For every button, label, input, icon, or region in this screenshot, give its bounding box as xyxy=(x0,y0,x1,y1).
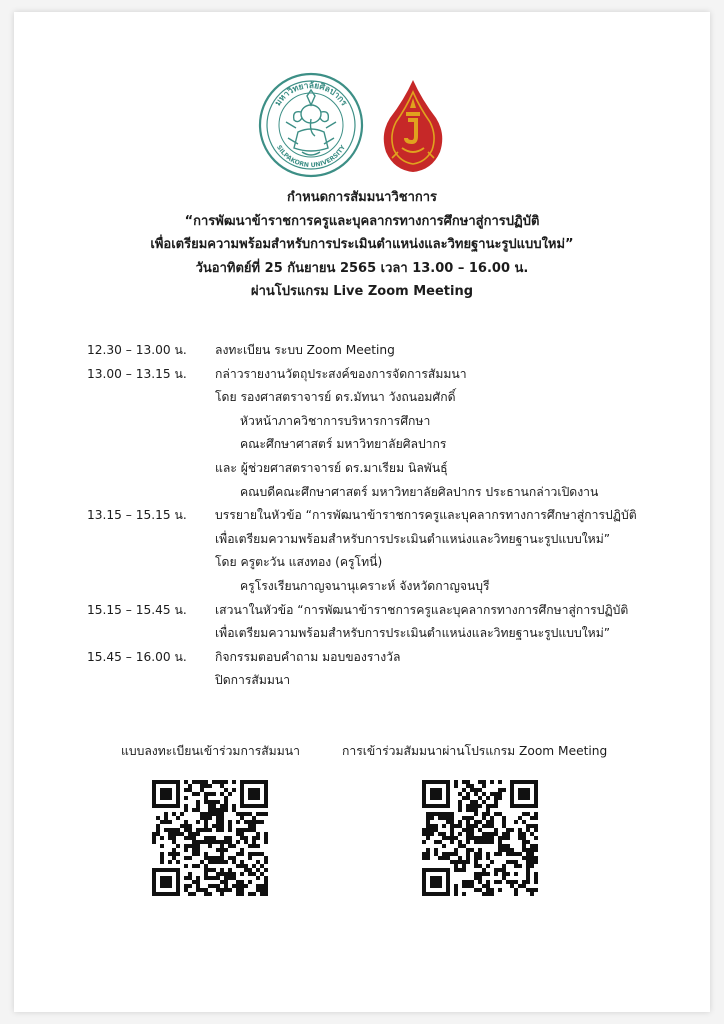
schedule-row xyxy=(0,504,724,528)
schedule-time: 15.45 – 16.00 น. xyxy=(87,649,187,664)
qr-label-registration: แบบลงทะเบียนเข้าร่วมการสัมมนา xyxy=(121,744,300,758)
schedule-description: หัวหน้าภาควิชาการบริหารการศึกษา xyxy=(240,413,431,428)
schedule-description: กล่าวรายงานวัตถุประสงค์ของการจัดการสัมมนา xyxy=(215,366,467,381)
schedule-row xyxy=(0,669,724,693)
schedule-description: โดย รองศาสตราจารย์ ดร.มัทนา วังถนอมศักดิ์ xyxy=(215,390,456,405)
schedule-description: ครูโรงเรียนกาญจนานุเคราะห์ จังหวัดกาญจนบุรี xyxy=(240,578,490,593)
zoom-qr-code[interactable] xyxy=(422,780,538,896)
schedule-row xyxy=(0,386,724,410)
schedule-row xyxy=(0,528,724,552)
header-topic-line-1: “การพัฒนาข้าราชการครูและบุคลากรทางการศึกษาสู่การปฏิบัติ xyxy=(184,213,540,229)
schedule-description: เพื่อเตรียมความพร้อมสำหรับการประเมินตำแหน่งและวิทยฐานะรูปแบบใหม่” xyxy=(215,531,611,546)
header-topic-line-2: เพื่อเตรียมความพร้อมสำหรับการประเมินตำแหน่งและวิทยฐานะรูปแบบใหม่” xyxy=(150,237,574,252)
ganesha-icon xyxy=(286,90,336,155)
schedule-time: 13.00 – 13.15 น. xyxy=(87,366,187,381)
schedule-description: กิจกรรมตอบคำถาม มอบของรางวัล xyxy=(215,649,401,664)
seminar-header xyxy=(0,186,724,304)
schedule-description: โดย ครูตะวัน แสงทอง (ครูโทนี่) xyxy=(215,555,383,570)
schedule-list xyxy=(0,339,724,693)
schedule-row xyxy=(0,646,724,670)
header-title: กำหนดการสัมมนาวิชาการ xyxy=(286,190,438,205)
silpakorn-university-seal-logo xyxy=(258,72,364,178)
seal-text-bottom: SILPAKORN UNIVERSITY xyxy=(275,144,347,170)
schedule-time: 12.30 – 13.00 น. xyxy=(87,343,187,357)
qr-label-zoom: การเข้าร่วมสัมมนาผ่านโปรแกรม Zoom Meeting xyxy=(342,744,608,758)
header-date-time: วันอาทิตย์ที่ 25 กันยายน 2565 เวลา 13.00 – 16.00 น. xyxy=(195,260,529,276)
schedule-row xyxy=(0,599,724,623)
schedule-row xyxy=(0,622,724,646)
schedule-description: เพื่อเตรียมความพร้อมสำหรับการประเมินตำแหน่งและวิทยฐานะรูปแบบใหม่” xyxy=(215,626,611,641)
schedule-row xyxy=(0,363,724,387)
schedule-description: และ ผู้ช่วยศาสตราจารย์ ดร.มาเรียม นิลพันธุ์ xyxy=(215,460,448,475)
schedule-row xyxy=(0,410,724,434)
schedule-row xyxy=(0,457,724,481)
schedule-description: บรรยายในหัวข้อ “การพัฒนาข้าราชการครูและบุคลากรทางการศึกษาสู่การปฏิบัติ xyxy=(215,508,637,523)
schedule-time: 15.15 – 15.45 น. xyxy=(87,602,187,617)
schedule-time: 13.15 – 15.15 น. xyxy=(87,508,187,523)
schedule-row xyxy=(0,575,724,599)
schedule-description: ปิดการสัมมนา xyxy=(215,673,291,688)
schedule-description: คณบดีคณะศึกษาศาสตร์ มหาวิทยาลัยศิลปากร ประธานกล่าวเปิดงาน xyxy=(240,484,599,499)
schedule-row xyxy=(0,433,724,457)
header-platform: ผ่านโปรแกรม Live Zoom Meeting xyxy=(250,284,474,299)
seal-text-top: มหาวิทยาลัยศิลปากร xyxy=(273,80,349,108)
schedule-row xyxy=(0,481,724,505)
faculty-flame-emblem-logo xyxy=(382,78,444,174)
schedule-description: ลงทะเบียน ระบบ Zoom Meeting xyxy=(215,343,395,357)
schedule-description: คณะศึกษาศาสตร์ มหาวิทยาลัยศิลปากร xyxy=(240,437,447,452)
schedule-row xyxy=(0,339,724,363)
schedule-description: เสวนาในหัวข้อ “การพัฒนาข้าราชการครูและบุคลากรทางการศึกษาสู่การปฏิบัติ xyxy=(215,602,629,617)
schedule-row xyxy=(0,551,724,575)
registration-qr-code[interactable] xyxy=(152,780,268,896)
svg-text:SILPAKORN UNIVERSITY xyxy=(275,144,347,169)
